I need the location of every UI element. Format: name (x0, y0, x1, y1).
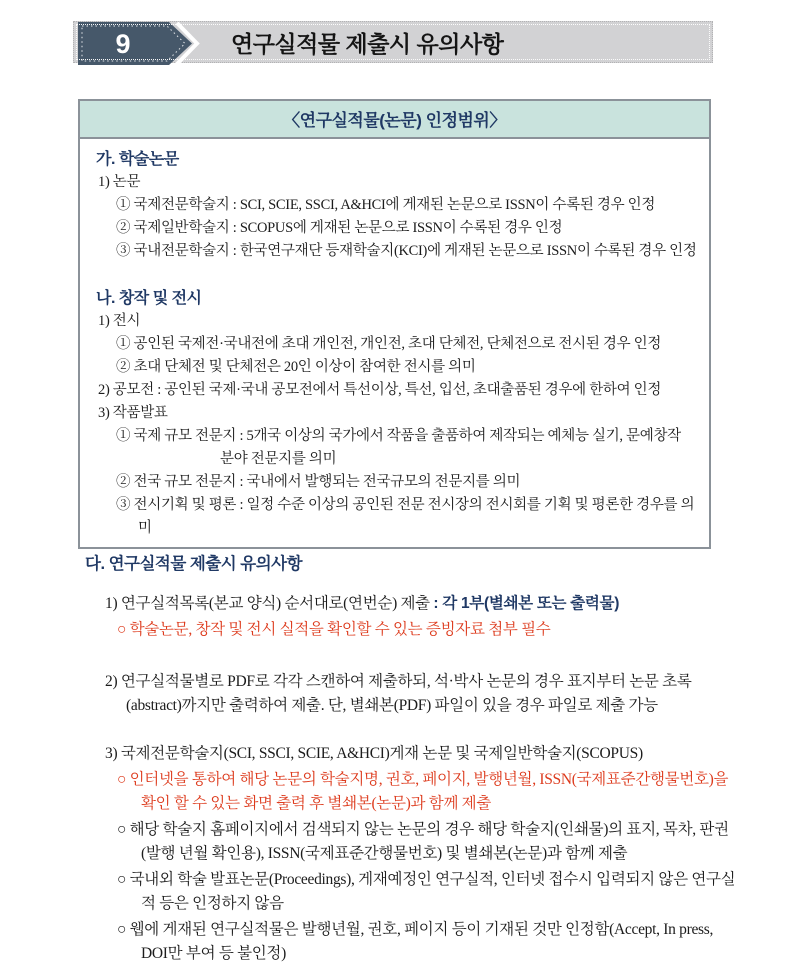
note-item-3-bullet-2: ○ 해당 학술지 홈페이지에서 검색되지 않는 논문의 경우 해당 학술지(인쇄물)의 표지, 목차, 판권(발행 년월 확인용), ISSN(국제표준간행물번호) 및 별쇄본(논문)과 함께 제출 (117, 821, 729, 862)
section-b-item3-sub1-line1: ① 국제 규모 전문지 : 5개국 이상의 국가에서 작품을 출품하여 제작되는 예체능 실기, 문예창작 (116, 428, 681, 444)
note-item-1-bullet: ○ 학술논문, 창작 및 전시 실적을 확인할 수 있는 증빙자료 첨부 필수 (117, 621, 551, 638)
note-item-1 (105, 592, 737, 616)
notes-heading: 다. 연구실적물 제출시 유의사항 (85, 555, 303, 573)
note-item-3-bullet-1: ○ 인터넷을 통하여 해당 논문의 학술지명, 권호, 페이지, 발행년월, ISSN(국제표준간행물번호)을 확인 할 수 있는 화면 출력 후 별쇄본(논문)과 함께 제출 (117, 771, 729, 812)
box-body (80, 139, 709, 547)
section-a-sub3: ③ 국내전문학술지 : 한국연구재단 등재학술지(KCI)에 게재된 논문으로 ISSN이 수록된 경우 인정 (116, 243, 697, 259)
section-b-heading: 나. 창작 및 전시 (96, 290, 202, 307)
badge-pennant-shape (78, 22, 192, 65)
section-b-item1: 1) 전시 (98, 313, 141, 329)
note-item-3-bullet-3: ○ 국내외 학술 발표논문(Proceedings), 게재예정인 연구실적, 인터넷 접수시 입력되지 않은 연구실적 등은 인정하지 않음 (117, 871, 736, 912)
notes-list (105, 592, 737, 966)
section-b-item3-sub1-line2: 분야 전문지를 의미 (220, 451, 337, 467)
section-b-item1-sub1: ① 공인된 국제전·국내전에 초대 개인전, 개인전, 초대 단체전, 단체전으로 전시된 경우 인정 (116, 336, 662, 352)
section-b-item2: 2) 공모전 : 공인된 국제·국내 공모전에서 특선이상, 특선, 입선, 초대출품된 경우에 한하여 인정 (98, 382, 662, 398)
section-banner (73, 21, 713, 63)
section-b-item3-sub2: ② 전국 규모 전문지 : 국내에서 발행되는 전국규모의 전문지를 의미 (116, 474, 521, 490)
recognition-scope-box (78, 99, 711, 549)
note-item-1-text: 1) 연구실적목록(본교 양식) 순서대로(연번순) 제출 (105, 595, 434, 612)
section-b-item3-sub3: ③ 전시기획 및 평론 : 일정 수준 이상의 공인된 전문 전시장의 전시회를 기획 및 평론한 경우를 의미 (116, 497, 695, 536)
note-item-2: 2) 연구실적물별로 PDF로 각각 스캔하여 제출하되, 석·박사 논문의 경우 표지부터 논문 초록(abstract)까지만 출력하여 제출. 단, 별쇄본(PDF) 파일이 있을 경우 파일로 제출 가능 (105, 673, 692, 714)
section-b-item1-sub2: ② 초대 단체전 및 단체전은 20인 이상이 참여한 전시를 의미 (116, 359, 476, 375)
page-title: 연구실적물 제출시 유의사항 (231, 30, 504, 57)
badge-number: 9 (115, 29, 131, 59)
section-b-item3: 3) 작품발표 (98, 405, 168, 421)
section-a-item1: 1) 논문 (98, 174, 141, 190)
section-a-sub1: ① 국제전문학술지 : SCI, SCIE, SSCI, A&HCI에 게재된 논문으로 ISSN이 수록된 경우 인정 (116, 197, 656, 213)
section-a-heading: 가. 학술논문 (96, 151, 179, 168)
note-item-3-bullet-4: ○ 웹에 게재된 연구실적물은 발행년월, 권호, 페이지 등이 기재된 것만 인정함(Accept, In press, DOI만 부여 등 불인정) (117, 921, 714, 962)
section-a-sub2: ② 국제일반학술지 : SCOPUS에 게재된 논문으로 ISSN이 수록된 경우 인정 (116, 220, 563, 236)
box-title: 〈연구실적물(논문) 인정범위〉 (80, 101, 709, 139)
note-item-3: 3) 국제전문학술지(SCI, SSCI, SCIE, A&HCI)게재 논문 및 국제일반학술지(SCOPUS) (105, 745, 643, 762)
section-number-badge (77, 20, 207, 67)
note-item-1-emphasis: : 각 1부(별쇄본 또는 출력물) (433, 595, 620, 612)
